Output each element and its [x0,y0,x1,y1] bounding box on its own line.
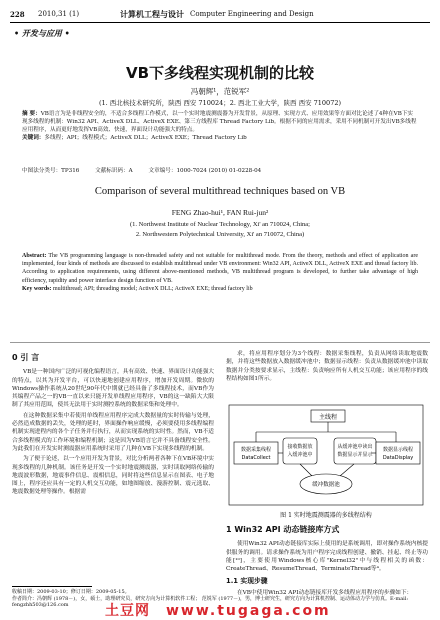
right-column-lower [226,522,428,599]
main-thread-label: 主线程 [318,414,338,421]
acquire-thread-label: 数据采集线程 [240,447,272,453]
journal-name-en: Computer Engineering and Design [190,10,314,18]
section-heading: 0 引 言 [12,353,40,362]
authors-cn: 冯朝辉¹，范锐军² [190,87,250,96]
section-heading: 1 Win32 API 动态链接库方式 [226,525,340,534]
abstract-en-text: The VB programming language is non-threaded safety and not suitable for multithread mode. From the theory, methods and effect of application are implemented, four kinds of methods are discussed to establish multithread under VB environment: Win32 API, ActiveX DLL, ActiveX EXE and thread factory lib. According to application requirements, using different above-mentioned methods, VB multithread program is developed, to further take advantage of high efficiency, rapidity and power interface design function of VB. [22,253,418,284]
right-column [226,350,428,385]
right-mid-label-1: 从缓冲池中读出 [337,444,373,450]
paper-title-en: Comparison of several multithread techniques based on VB [94,186,346,197]
abstract-en-label: Abstract: [22,253,47,259]
keywords-cn-text: 多线程；API；线程模式；ActiveX DLL；ActiveX EXE；Thread Factory Lib [44,135,247,141]
paragraph: 在VB中使用Win32 API动态链接库开发多线程应用程序的步骤如下： [237,589,413,596]
watermark [105,600,435,620]
affiliation-cn: (1. 西北核技术研究所，陕西 西安 710024；2. 西北工业大学，陕西 西安 710072) [99,99,341,107]
abstract-cn-label: 摘 要： [22,111,41,117]
document-code: 文献标识码：A [95,168,133,174]
buffer-pool-label: 缓冲数据池 [312,482,340,488]
keywords-cn-label: 关键词： [22,135,45,141]
display-thread-label: 数据显示线程 [382,447,414,453]
affiliation-en [0,220,440,239]
subsection-heading: 1.1 实现步骤 [226,577,268,586]
acquire-thread-code: DataCollect [241,455,271,461]
affiliation-en-line: (1. Northwest Institute of Nuclear Technology, Xi' an 710024, China; [130,221,310,228]
paragraph: VB是一种国内广泛的可视化编程语言，具有高效、快速、界面设计功能强大的特点，以其为开发平台，可以快速地创建应用程序，增加开发周期。微软的Windows操作系统从20世纪90年代中期就已经具备了多线程技术，而VB作为其编程产品之一的VB一直以来只能开发单线程应用程序，VB的这一缺陷大大限制了其应用范围，使其无法用于实时测控系统的数据采集和处理中。 [12,369,214,409]
paragraph: 为了便于论述，以一个应用开发为背景，对比分析两者各种下在VB环境中实现多线程的几种机制。该任务是开发一个实时地震测震器，实时读取网络传输的地震波形数据，地震事件信息、震相信息，同时将这些信息显示在图表、电子地图上，程序还应具有一定的人机交互功能，如地图缩放、漫游控制、震元选取、地震数据处理等操作。根据需 [12,456,214,496]
article-number: 文章编号：1000-7024 (2010) 01-0228-04 [148,168,262,174]
left-mid-label-2: 入缓冲池中 [287,452,313,458]
thread-structure-figure [226,402,426,508]
paragraph: 使用Win32 API动态链接库实际上使用的是系统调用，即对操作系统内核提供服务的调用。请求操作系统为用户程序完成线程创建、撤销、挂起、终止等功能[¹⁰]，主要使用Windows核心库"Kernel32"中与线程相关的函数：CreateThread、ResumeThread、TerminateThread等⁴。 [226,541,428,573]
keywords-en-text: multithread; API; threading model; ActiveX DLL; ActiveX EXE; thread factory lib [53,285,253,292]
footnote-rule [12,586,92,587]
watermark-cn: 土豆网 [105,603,150,619]
section-tag: • 开发与应用 • [14,28,70,38]
abstract-cn [22,110,418,142]
abstract-en [22,252,418,293]
page-number: 228 [10,10,25,19]
right-mid-label-2: 数据显示并显示 [337,452,373,458]
paragraph: 求，将应用程序划分为3个线程：数据采集线程，负责从网络读取地震数据，并将这些数据放入数据缓冲池中；数据显示线程：负责从数据缓冲池中读取数据并分类按要求显示，主线程：负责响应所有人机交互功能；该应用程序的线程结构如图1所示。 [226,351,428,382]
clc-number: 中图法分类号：TP316 [22,168,80,174]
display-thread-code: DataDisplay [382,455,414,461]
keywords-en-label: Key words: [22,285,52,292]
column-rule [10,342,430,343]
watermark-url: www.tugaga.com [166,603,331,619]
meta-cn [22,166,418,174]
left-column [12,350,214,499]
left-process-box [283,438,317,464]
affiliation-en-line: 2. Northwestern Polytechnical University, Xi' an 710072, China) [135,230,305,238]
received-date: 收稿日期：2009-03-10；修订日期：2009-05-15。 [12,589,130,595]
header-rule [10,22,430,23]
authors-en: FENG Zhao-hui¹, FAN Rui-jun² [171,208,269,217]
issue-info: 2010,31 (1) [38,10,80,18]
running-header [10,8,430,22]
right-process-box [334,438,376,464]
paper-title-cn: VB下多线程实现机制的比较 [125,64,315,82]
author-bio: 作者简介：冯朝辉 (1978－)，女，硕士，助理研究员，研究方向为计算机软件工程； 范锐军 (1977－)，男，博士研究生，研究方向为计算机控制、运动体动力学与仿真。E-mail: fengzhh503@126.com [12,595,409,608]
left-mid-label-1: 接收数据放 [287,444,313,450]
figure-caption: 图 1 实时地震测震器的多线程结构 [280,512,372,519]
abstract-cn-text: VB语言为是非线程安全的，不适合多线程工作模式，以一个实时地震测震器为开发背景，从原理、实现方式、应用效果等方面对比论述了4种在VB下实现多线程的机制：Win32 API、ActiveX DLL、ActiveX EXE、第三方线程库 Thread Factory Lib。根据不同的应用需求，采用不同机制可开发出VB多线程应用程序，从而更好地发挥VB高效、快速，界面设计功能强大的特点。 [22,111,417,133]
paragraph: 在这种数据采集中若使用单线程应用程序完成大数据量的实时传输与处理，必然造成数据的丢失，处理的延时，界面操作响应缓慢，必须要使用多线程编程机制实现进程内的各个子任务并行执行，从而实现系统的实时性。然而，VB不适合多线程模式的工作环境和编程机制；这是因为VB语言它并不具备线程安全性。为此我们在开发实时测震器应用系统时采用了几种在VB下实现多线程的机制。 [12,412,214,452]
journal-name-cn: 计算机工程与设计 [120,9,184,19]
